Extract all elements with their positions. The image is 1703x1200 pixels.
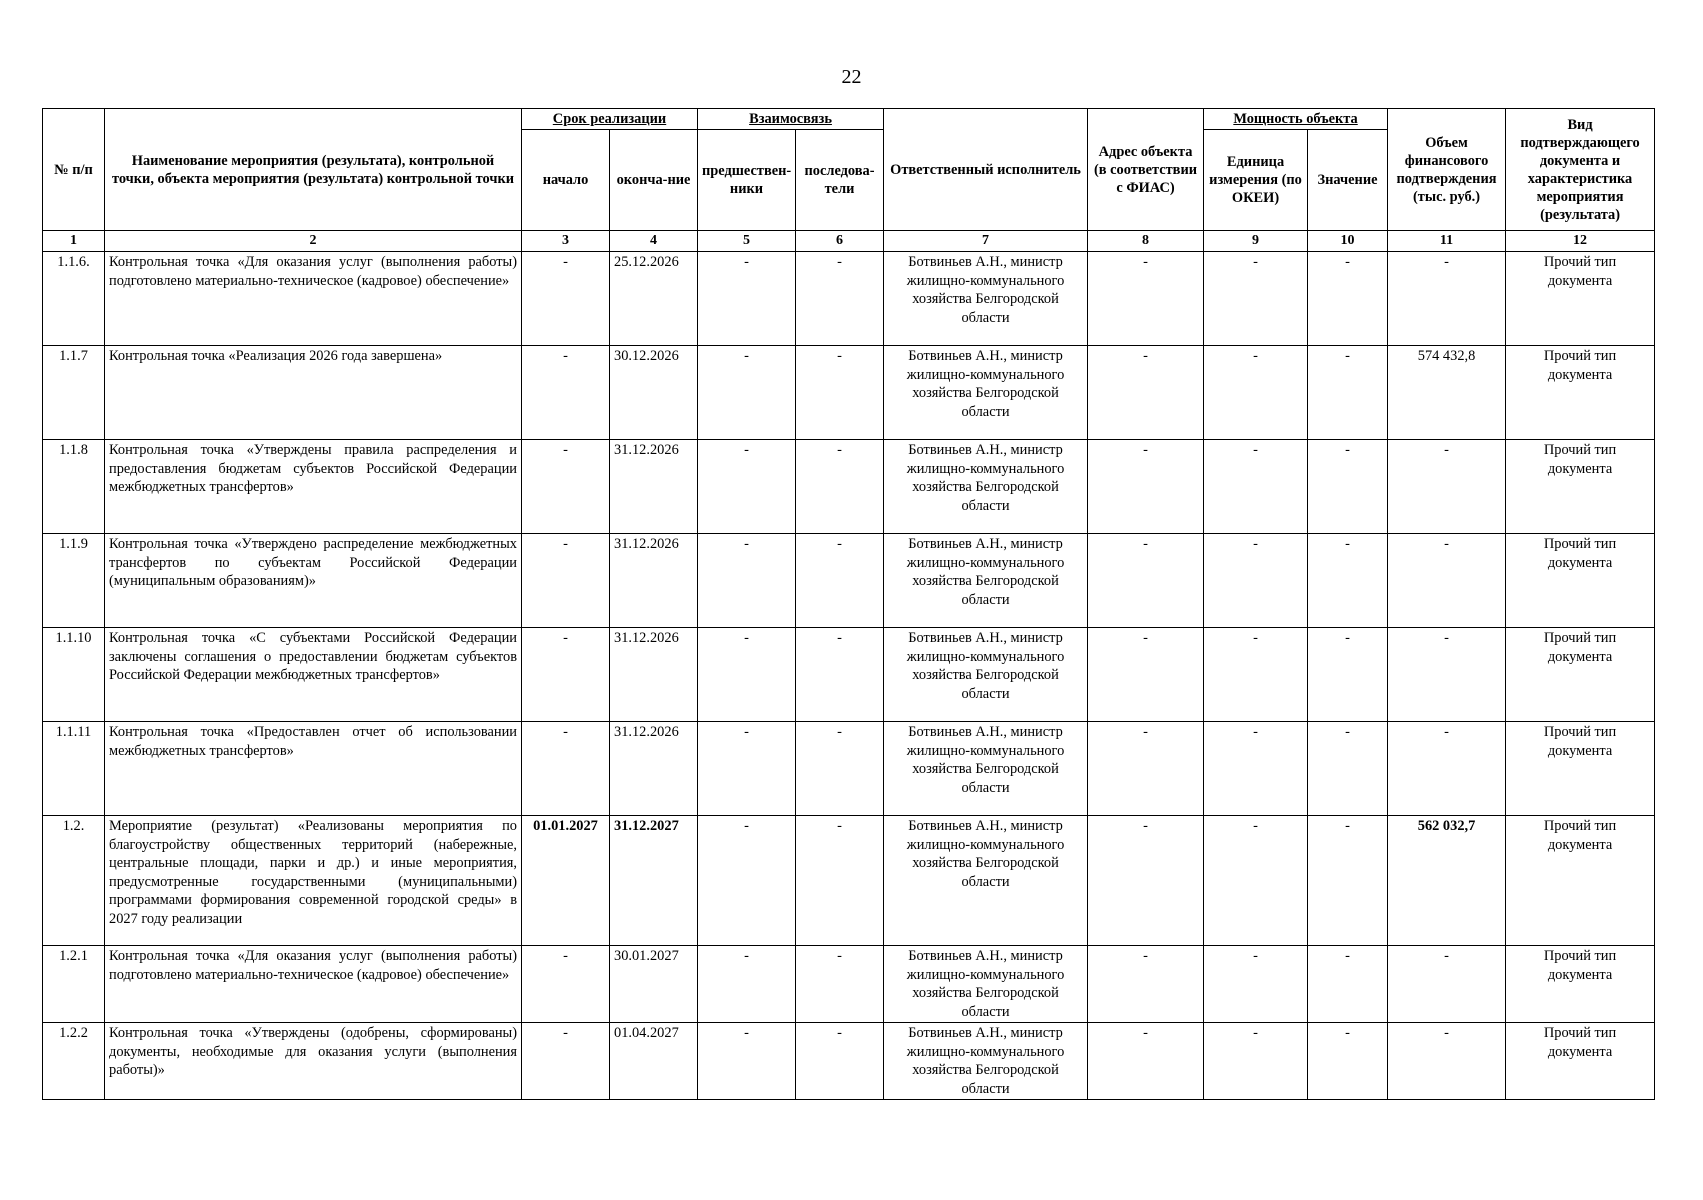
row-end: 31.12.2026: [610, 440, 698, 534]
header-link-group: Взаимосвязь: [698, 109, 884, 130]
row-unit: -: [1204, 440, 1308, 534]
row-name: Контрольная точка «Для оказания услуг (выполнения работы) подготовлено материально-техническое (кадровое) обеспечение»: [105, 946, 522, 1023]
row-responsible: Ботвиньев А.Н., министр жилищно-коммунального хозяйства Белгородской области: [884, 628, 1088, 722]
row-name: Контрольная точка «Утверждены (одобрены, сформированы) документы, необходимые для оказания услуги (выполнения работы)»: [105, 1023, 522, 1100]
table-row: [43, 1023, 1655, 1100]
row-predecessors: -: [698, 252, 796, 346]
row-fin-volume: -: [1388, 1023, 1506, 1100]
row-value: -: [1308, 816, 1388, 946]
row-start: -: [522, 534, 610, 628]
header-address: Адрес объекта (в соответствии с ФИАС): [1088, 109, 1204, 231]
row-successors: -: [796, 628, 884, 722]
column-number: 10: [1308, 231, 1388, 252]
row-doc-type: Прочий тип документа: [1506, 440, 1655, 534]
row-doc-type: Прочий тип документа: [1506, 628, 1655, 722]
row-start: -: [522, 252, 610, 346]
plan-table: [42, 108, 1655, 1100]
header-responsible: Ответственный исполнитель: [884, 109, 1088, 231]
row-end: 01.04.2027: [610, 1023, 698, 1100]
row-name: Контрольная точка «С субъектами Российской Федерации заключены соглашения о предоставлении бюджетам субъектов Российской Федерации межбюджетных трансфертов»: [105, 628, 522, 722]
column-number: 12: [1506, 231, 1655, 252]
row-responsible: Ботвиньев А.Н., министр жилищно-коммунального хозяйства Белгородской области: [884, 946, 1088, 1023]
row-unit: -: [1204, 252, 1308, 346]
row-doc-type: Прочий тип документа: [1506, 816, 1655, 946]
header-capacity-group: Мощность объекта: [1204, 109, 1388, 130]
row-predecessors: -: [698, 534, 796, 628]
row-responsible: Ботвиньев А.Н., министр жилищно-коммунального хозяйства Белгородской области: [884, 1023, 1088, 1100]
row-responsible: Ботвиньев А.Н., министр жилищно-коммунального хозяйства Белгородской области: [884, 440, 1088, 534]
column-number: 6: [796, 231, 884, 252]
row-value: -: [1308, 346, 1388, 440]
row-doc-type: Прочий тип документа: [1506, 722, 1655, 816]
row-address: -: [1088, 346, 1204, 440]
row-start: -: [522, 722, 610, 816]
column-number: 5: [698, 231, 796, 252]
header-group-row: [43, 109, 1655, 130]
row-value: -: [1308, 722, 1388, 816]
row-address: -: [1088, 534, 1204, 628]
row-predecessors: -: [698, 1023, 796, 1100]
row-value: -: [1308, 1023, 1388, 1100]
column-number: 9: [1204, 231, 1308, 252]
row-responsible: Ботвиньев А.Н., министр жилищно-коммунального хозяйства Белгородской области: [884, 252, 1088, 346]
row-responsible: Ботвиньев А.Н., министр жилищно-коммунального хозяйства Белгородской области: [884, 816, 1088, 946]
row-end: 31.12.2026: [610, 628, 698, 722]
row-address: -: [1088, 440, 1204, 534]
row-unit: -: [1204, 946, 1308, 1023]
row-start: -: [522, 440, 610, 534]
row-unit: -: [1204, 346, 1308, 440]
table-row: [43, 946, 1655, 1023]
row-name: Контрольная точка «Утверждено распределение межбюджетных трансфертов по субъектам Российской Федерации (муниципальным образованиям)»: [105, 534, 522, 628]
row-end: 25.12.2026: [610, 252, 698, 346]
row-num: 1.2.2: [43, 1023, 105, 1100]
row-unit: -: [1204, 816, 1308, 946]
row-address: -: [1088, 946, 1204, 1023]
row-unit: -: [1204, 722, 1308, 816]
row-num: 1.1.9: [43, 534, 105, 628]
row-unit: -: [1204, 534, 1308, 628]
row-name: Контрольная точка «Для оказания услуг (выполнения работы) подготовлено материально-техническое (кадровое) обеспечение»: [105, 252, 522, 346]
row-num: 1.1.6.: [43, 252, 105, 346]
column-number: 1: [43, 231, 105, 252]
row-end: 31.12.2027: [610, 816, 698, 946]
row-doc-type: Прочий тип документа: [1506, 346, 1655, 440]
column-number: 8: [1088, 231, 1204, 252]
table-row: [43, 628, 1655, 722]
row-doc-type: Прочий тип документа: [1506, 252, 1655, 346]
row-num: 1.2.1: [43, 946, 105, 1023]
table-row: [43, 534, 1655, 628]
table-row: [43, 816, 1655, 946]
row-successors: -: [796, 440, 884, 534]
row-responsible: Ботвиньев А.Н., министр жилищно-коммунального хозяйства Белгородской области: [884, 534, 1088, 628]
row-name: Мероприятие (результат) «Реализованы мероприятия по благоустройству общественных территорий (набережные, центральные площади, парки и др.) и иные мероприятия, предусмотренные государственными (муниципальными) программами формирования современной городской среды» в 2027 году реализации: [105, 816, 522, 946]
row-doc-type: Прочий тип документа: [1506, 534, 1655, 628]
row-predecessors: -: [698, 722, 796, 816]
row-fin-volume: -: [1388, 628, 1506, 722]
table-row: [43, 722, 1655, 816]
row-successors: -: [796, 816, 884, 946]
row-fin-volume: -: [1388, 252, 1506, 346]
column-number: 7: [884, 231, 1088, 252]
row-address: -: [1088, 722, 1204, 816]
row-predecessors: -: [698, 816, 796, 946]
header-doc-type: Вид подтверждающего документа и характеристика мероприятия (результата): [1506, 109, 1655, 231]
header-name: Наименование мероприятия (результата), контрольной точки, объекта мероприятия (результата) контрольной точки: [105, 109, 522, 231]
column-number: 2: [105, 231, 522, 252]
row-doc-type: Прочий тип документа: [1506, 946, 1655, 1023]
header-fin-volume: Объем финансового подтверждения (тыс. руб.): [1388, 109, 1506, 231]
row-start: -: [522, 1023, 610, 1100]
row-predecessors: -: [698, 628, 796, 722]
column-number: 11: [1388, 231, 1506, 252]
column-number-row: [43, 231, 1655, 252]
row-predecessors: -: [698, 346, 796, 440]
header-value: Значение: [1308, 130, 1388, 231]
row-value: -: [1308, 628, 1388, 722]
row-start: -: [522, 346, 610, 440]
table-row: [43, 346, 1655, 440]
row-address: -: [1088, 1023, 1204, 1100]
row-name: Контрольная точка «Утверждены правила распределения и предоставления бюджетам субъектов Российской Федерации межбюджетных трансфертов»: [105, 440, 522, 534]
row-end: 30.12.2026: [610, 346, 698, 440]
row-address: -: [1088, 252, 1204, 346]
row-address: -: [1088, 628, 1204, 722]
row-predecessors: -: [698, 440, 796, 534]
row-fin-volume: 562 032,7: [1388, 816, 1506, 946]
row-name: Контрольная точка «Предоставлен отчет об использовании межбюджетных трансфертов»: [105, 722, 522, 816]
row-num: 1.1.8: [43, 440, 105, 534]
row-value: -: [1308, 946, 1388, 1023]
table-row: [43, 252, 1655, 346]
row-end: 31.12.2026: [610, 722, 698, 816]
row-fin-volume: 574 432,8: [1388, 346, 1506, 440]
row-name: Контрольная точка «Реализация 2026 года завершена»: [105, 346, 522, 440]
row-value: -: [1308, 252, 1388, 346]
row-successors: -: [796, 346, 884, 440]
column-number: 3: [522, 231, 610, 252]
header-successors: последова-тели: [796, 130, 884, 231]
row-fin-volume: -: [1388, 722, 1506, 816]
row-value: -: [1308, 534, 1388, 628]
table-row: [43, 440, 1655, 534]
row-num: 1.2.: [43, 816, 105, 946]
row-address: -: [1088, 816, 1204, 946]
row-successors: -: [796, 534, 884, 628]
row-unit: -: [1204, 1023, 1308, 1100]
header-unit: Единица измерения (по ОКЕИ): [1204, 130, 1308, 231]
row-fin-volume: -: [1388, 946, 1506, 1023]
row-num: 1.1.7: [43, 346, 105, 440]
header-start: начало: [522, 130, 610, 231]
row-num: 1.1.10: [43, 628, 105, 722]
row-end: 30.01.2027: [610, 946, 698, 1023]
header-end: оконча-ние: [610, 130, 698, 231]
row-successors: -: [796, 252, 884, 346]
header-num: № п/п: [43, 109, 105, 231]
row-successors: -: [796, 722, 884, 816]
row-value: -: [1308, 440, 1388, 534]
row-start: 01.01.2027: [522, 816, 610, 946]
row-responsible: Ботвиньев А.Н., министр жилищно-коммунального хозяйства Белгородской области: [884, 346, 1088, 440]
row-num: 1.1.11: [43, 722, 105, 816]
page-number: 22: [841, 66, 862, 88]
row-doc-type: Прочий тип документа: [1506, 1023, 1655, 1100]
row-successors: -: [796, 946, 884, 1023]
column-number: 4: [610, 231, 698, 252]
row-start: -: [522, 946, 610, 1023]
row-start: -: [522, 628, 610, 722]
row-fin-volume: -: [1388, 534, 1506, 628]
row-fin-volume: -: [1388, 440, 1506, 534]
row-unit: -: [1204, 628, 1308, 722]
header-predecessors: предшествен-ники: [698, 130, 796, 231]
row-end: 31.12.2026: [610, 534, 698, 628]
row-predecessors: -: [698, 946, 796, 1023]
row-responsible: Ботвиньев А.Н., министр жилищно-коммунального хозяйства Белгородской области: [884, 722, 1088, 816]
header-term-group: Срок реализации: [522, 109, 698, 130]
row-successors: -: [796, 1023, 884, 1100]
